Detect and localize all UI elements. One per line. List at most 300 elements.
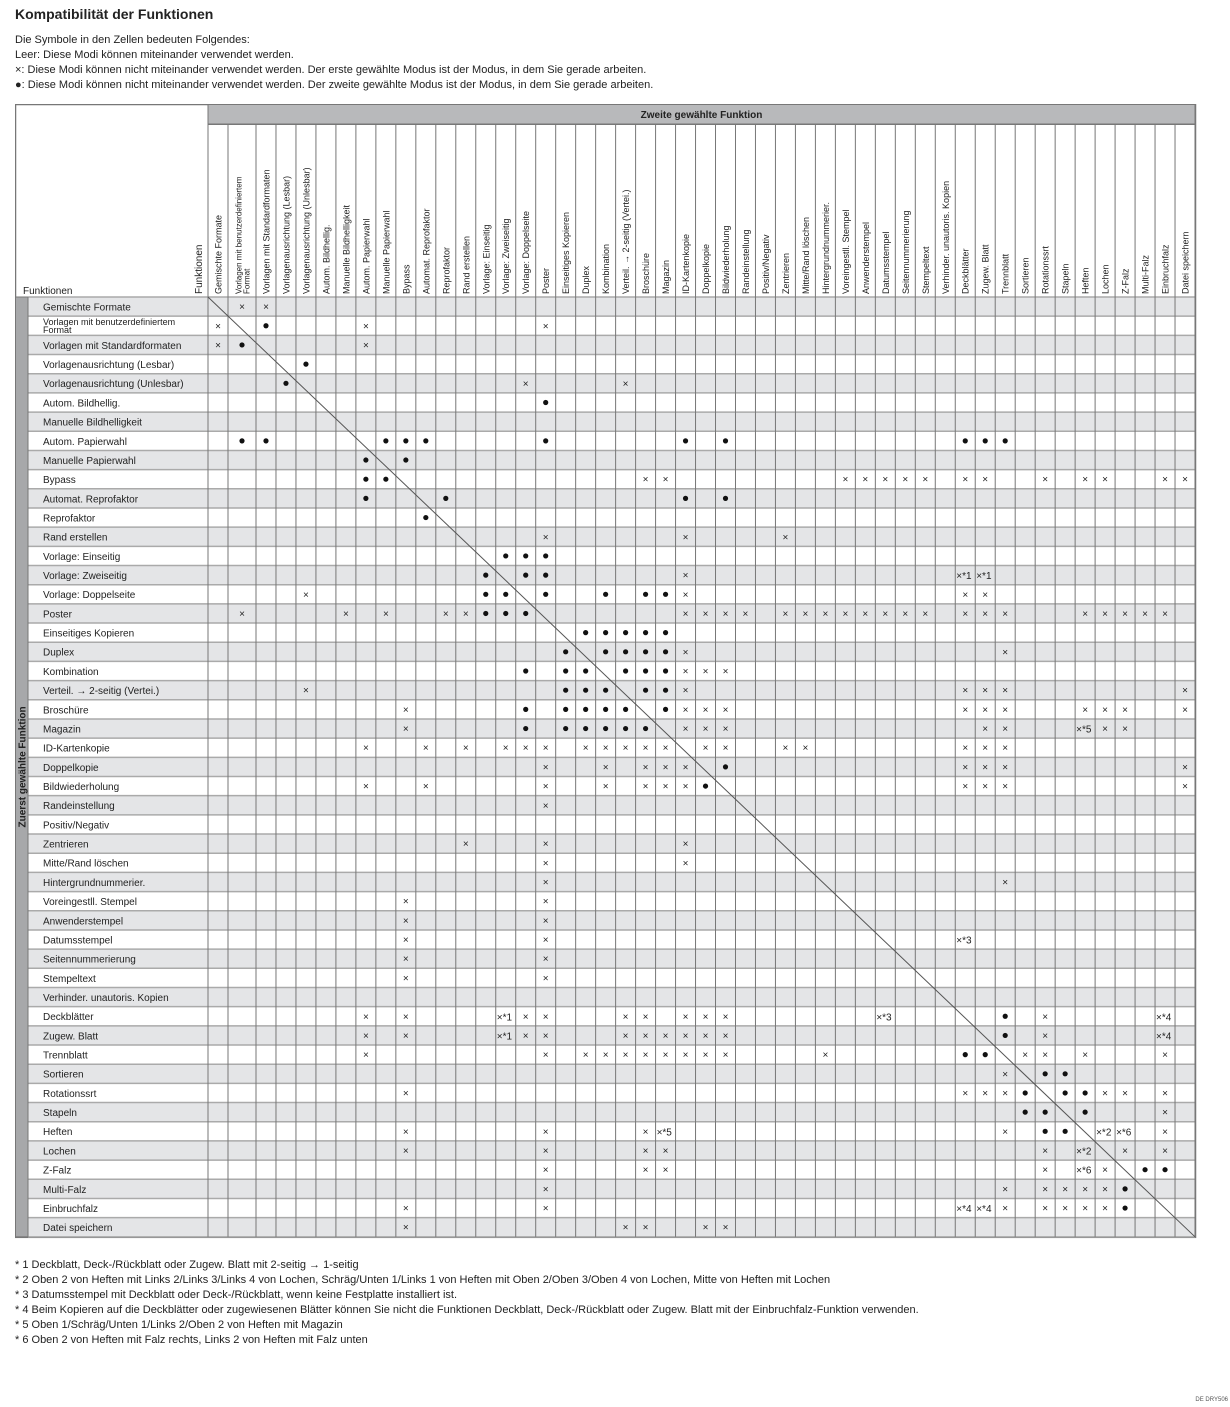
table-row [28,1103,1195,1122]
cross-mark: × [1002,1203,1009,1215]
dot-mark [623,668,628,673]
cross-mark: × [702,666,709,678]
column-header: Einbruchfalz [1160,244,1171,294]
cross-mark: × [722,1030,729,1042]
dot-mark [423,438,428,443]
cross-mark: × [702,704,709,716]
cross-footnote-mark: ×*4 [956,1204,972,1216]
dot-mark [723,438,728,443]
cross-mark: × [662,1030,669,1042]
cross-mark: × [642,1146,649,1158]
cross-mark: × [982,724,989,736]
document-code: DE DRY506 [1195,1397,1228,1403]
dot-mark [543,573,548,578]
dot-mark [663,630,668,635]
cross-mark: × [982,762,989,774]
cross-mark: × [582,1050,589,1062]
column-header: Kombination [601,243,612,294]
cross-mark: × [642,474,649,486]
cross-mark: × [682,647,689,659]
cross-mark: × [303,685,309,697]
column-header: Positiv/Negativ [760,234,771,294]
dot-mark [303,362,308,367]
row-label: Randeinstellung [43,801,115,813]
cross-mark: × [362,743,369,755]
cross-mark: × [402,935,409,947]
table-row [28,853,1195,872]
dot-mark [683,496,688,501]
column-header: Gemischte Formate [213,214,224,294]
cross-mark: × [622,743,629,755]
cross-mark: × [702,1030,709,1042]
cross-mark: × [682,608,689,620]
legend [15,33,653,93]
cross-mark: × [642,1165,649,1177]
dot-mark [963,1052,968,1057]
column-header: Bildwiederholung [721,225,731,294]
row-label: Anwenderstempel [43,916,124,928]
cross-mark: × [962,608,969,620]
dot-mark [603,726,608,731]
row-label: Hintergrundnummerier. [43,877,146,889]
cross-mark: × [542,1050,549,1062]
cross-mark: × [702,1011,709,1023]
table-row [28,949,1195,968]
cross-mark: × [542,858,549,870]
cross-mark: × [402,1030,409,1042]
cross-mark: × [402,1203,409,1215]
legend-intro: Die Symbole in den Zellen bedeuten Folgendes: [15,34,250,46]
cross-mark: × [642,1222,649,1234]
cross-mark: × [602,1050,609,1062]
cross-mark: × [1162,1088,1168,1100]
dot-mark [703,783,708,788]
row-label: Autom. Papierwahl [43,436,127,448]
cross-mark: × [982,474,989,486]
column-header: Vorlage: Doppelseite [521,210,532,294]
table-row [28,508,1195,527]
row-label: Verhinder. unautoris. Kopien [43,992,169,1004]
cross-mark: × [962,704,969,716]
cross-mark: × [542,743,549,755]
cross-mark: × [842,608,849,620]
table-row [28,642,1195,661]
cross-mark: × [1082,608,1089,620]
dot-mark [543,553,548,558]
table-row [28,316,1195,335]
cross-mark: × [1182,781,1188,793]
cross-mark: × [542,935,549,947]
dot-mark [1142,1167,1147,1172]
cross-mark: × [1042,1203,1049,1215]
cross-mark: × [962,781,969,793]
dot-mark [523,707,528,712]
cross-mark: × [702,743,709,755]
column-header: Lochen [1100,264,1111,294]
cross-mark: × [1102,704,1109,716]
cross-mark: × [402,1146,409,1158]
row-label: Gemischte Formate [43,302,131,314]
row-label: Einseitiges Kopieren [43,628,135,640]
cross-mark: × [962,474,969,486]
column-header: Hintergrundnummerier. [820,201,831,294]
table-row [28,1179,1195,1198]
cross-mark: × [682,724,689,736]
cross-mark: × [522,1011,529,1023]
cross-footnote-mark: ×*4 [976,1204,992,1216]
dot-mark [963,438,968,443]
table-row [28,393,1195,412]
row-label: Vorlagenausrichtung (Lesbar) [43,360,175,372]
cross-mark: × [1182,762,1188,774]
cross-mark: × [682,1050,689,1062]
table-row [28,431,1195,450]
cross-mark: × [1162,474,1168,486]
cross-mark: × [602,781,609,793]
cross-mark: × [542,877,549,889]
cross-mark: × [802,608,809,620]
cross-mark: × [1102,1184,1109,1196]
cross-mark: × [782,743,789,755]
dot-mark [683,438,688,443]
dot-mark [363,457,368,462]
table-row [28,892,1195,911]
cross-mark: × [1002,1184,1009,1196]
row-label: Rotationssrt [43,1088,97,1100]
cross-mark: × [542,896,549,908]
cross-mark: × [362,321,369,333]
cross-mark: × [662,781,669,793]
cross-mark: × [642,762,649,774]
cross-footnote-mark: ×*2 [1096,1127,1112,1139]
cross-mark: × [982,608,989,620]
cross-mark: × [622,1050,629,1062]
cross-mark: × [722,608,729,620]
row-label: Vorlage: Einseitig [43,551,121,563]
cross-mark: × [542,915,549,927]
cross-mark: × [922,474,929,486]
dot-mark [583,688,588,693]
cross-mark: × [622,1030,629,1042]
dot-mark [643,649,648,654]
cross-mark: × [215,321,221,333]
dot-mark [563,649,568,654]
cross-mark: × [303,589,309,601]
cross-mark: × [1002,1126,1009,1138]
dot-mark [403,457,408,462]
cross-mark: × [522,743,529,755]
cross-mark: × [502,743,509,755]
row-label: Positiv/Negativ [43,820,110,832]
column-header: Randeinstellung [740,229,751,294]
row-label: Seitennummerierung [43,954,136,966]
dot-mark [983,1052,988,1057]
cross-mark: × [442,608,449,620]
cross-mark: × [1182,704,1188,716]
cross-mark: × [1122,1088,1128,1100]
dot-mark [1083,1090,1088,1095]
table-row [28,1218,1195,1237]
table-row [28,1160,1195,1179]
dot-mark [239,438,244,443]
row-label: Autom. Bildhellig. [43,398,121,410]
cross-mark: × [982,743,989,755]
dot-mark [603,592,608,597]
dot-mark [603,630,608,635]
cross-mark: × [522,378,529,390]
cross-footnote-mark: ×*1 [496,1031,513,1043]
table-row [28,930,1195,949]
row-label: Duplex [43,647,75,659]
column-header: Seitennummerierung [900,210,911,294]
cross-mark: × [642,743,649,755]
cross-mark: × [962,685,969,697]
cross-mark: × [1162,1126,1168,1138]
row-label: Verteil. → 2-seitig (Vertei.) [43,686,160,698]
dot-mark [563,707,568,712]
cross-mark: × [882,474,889,486]
column-header: Vorlage: Zweiseitig [501,218,512,294]
dot-mark [523,611,528,616]
cross-mark: × [722,704,729,716]
dot-mark [523,573,528,578]
cross-mark: × [862,474,869,486]
row-label: Zentrieren [43,839,89,851]
cross-footnote-mark: ×*1 [496,1012,513,1024]
cross-mark: × [1042,1146,1049,1158]
cross-mark: × [682,839,689,851]
cross-mark: × [1002,877,1009,889]
cross-mark: × [1042,474,1049,486]
cross-footnote-mark: ×*1 [976,571,992,583]
cross-mark: × [842,474,849,486]
dot-mark [1003,1014,1008,1019]
column-header: Broschüre [641,252,652,294]
cross-mark: × [402,724,409,736]
table-row [28,470,1195,489]
cross-mark: × [682,1030,689,1042]
dot-mark [663,649,668,654]
row-label: Reprofaktor [43,513,96,525]
cross-mark: × [682,781,689,793]
table-row [28,911,1195,930]
legend-cross: ×: Diese Modi können nicht miteinander verwendet werden. Der erste gewählte Modus ist der Modus, in dem Sie gerade arbeiten. [15,64,647,76]
row-label: Deckblätter [43,1012,94,1024]
first-function-header: Zuerst gewählte Funktion [17,706,29,828]
cross-mark: × [902,608,909,620]
table-row [28,527,1195,546]
legend-empty: Leer: Diese Modi können miteinander verwendet werden. [15,49,294,61]
cross-mark: × [542,954,549,966]
column-header: Automat. Reprofaktor [421,208,432,294]
cross-mark: × [722,1011,729,1023]
column-header: Format [242,268,252,294]
dot-mark [543,400,548,405]
dot-mark [383,438,388,443]
column-header: Reprofaktor [441,246,452,294]
row-label: Vorlage: Zweiseitig [43,571,127,583]
cross-footnote-mark: ×*4 [1156,1012,1172,1024]
table-row [28,489,1195,508]
cross-mark: × [702,724,709,736]
dot-mark [583,707,588,712]
column-header: Vorlagenausrichtung (Unlesbar) [301,167,312,294]
cross-mark: × [542,762,549,774]
column-header: Deckblätter [960,248,971,294]
row-label: Lochen [43,1146,76,1158]
cross-mark: × [642,1030,649,1042]
row-label: Automat. Reprofaktor [43,494,139,506]
column-header: Rotationssrt [1040,245,1051,294]
cross-mark: × [263,302,269,314]
cross-mark: × [802,743,809,755]
dot-mark [983,438,988,443]
cross-mark: × [662,1165,669,1177]
cross-mark: × [542,973,549,985]
footnotes [15,1258,919,1348]
column-header: Verteil. → 2-seitig (Vertei.) [621,189,632,294]
cross-mark: × [682,685,689,697]
table-row [28,815,1195,834]
cross-mark: × [682,1011,689,1023]
dot-mark [623,726,628,731]
cross-mark: × [402,1088,409,1100]
column-header: Bypass [401,264,412,294]
cross-mark: × [542,1184,549,1196]
table-row [28,777,1195,796]
row-label: Sortieren [43,1069,84,1081]
cross-mark: × [402,896,409,908]
table-row [28,757,1195,776]
row-label: Z-Falz [43,1165,72,1177]
cross-mark: × [1002,743,1009,755]
cross-mark: × [962,589,969,601]
table-row [28,297,1195,316]
cross-mark: × [1162,1050,1168,1062]
row-label: Mitte/Rand löschen [43,858,129,870]
column-header: Stempeltext [920,246,931,294]
table-row [28,604,1195,623]
table-row [28,566,1195,585]
column-header: Anwenderstempel [860,221,871,294]
cross-mark: × [682,570,689,582]
column-header: Heften [1080,267,1091,294]
footnote-3: * 3 Datumsstempel mit Deckblatt oder Deck-/Rückblatt, wenn keine Festplatte installiert ist. [15,1289,458,1301]
row-label: Datumsstempel [43,935,113,947]
dot-mark [583,726,588,731]
cross-mark: × [1002,1088,1009,1100]
column-header: Manuelle Papierwahl [381,210,392,294]
dot-mark [1122,1205,1127,1210]
column-header: Verhinder. unautoris. Kopien [940,180,951,294]
column-header: Vorlagen mit Standardformaten [261,169,272,294]
table-row [28,585,1195,604]
row-label: Broschüre [43,705,89,717]
column-header: Autom. Bildhellig. [321,224,332,294]
cross-mark: × [902,474,909,486]
dot-mark [563,668,568,673]
cross-mark: × [662,1050,669,1062]
column-header: Magazin [661,259,672,294]
dot-mark [1003,438,1008,443]
cross-mark: × [1102,1165,1109,1177]
row-label: Poster [43,609,72,621]
cross-mark: × [622,1222,629,1234]
dot-mark [563,726,568,731]
cross-mark: × [682,532,689,544]
dot-mark [483,611,488,616]
cross-mark: × [1082,474,1089,486]
cross-mark: × [682,666,689,678]
dot-mark [1063,1071,1068,1076]
cross-mark: × [1102,474,1109,486]
cross-mark: × [1002,762,1009,774]
cross-mark: × [782,608,789,620]
cross-mark: × [1042,1011,1049,1023]
dot-mark [523,668,528,673]
cross-footnote-mark: ×*3 [876,1012,892,1024]
cross-mark: × [542,781,549,793]
cross-mark: × [1022,1050,1029,1062]
dot-mark [603,649,608,654]
column-header: ID-Kartenkopie [681,233,692,294]
second-function-header: Zweite gewählte Funktion [640,110,763,121]
cross-mark: × [1182,685,1188,697]
cross-mark: × [422,781,429,793]
cross-mark: × [1122,608,1128,620]
cross-mark: × [1002,647,1009,659]
cross-mark: × [1082,704,1089,716]
cross-footnote-mark: ×*2 [1076,1146,1092,1158]
dot-mark [603,688,608,693]
cross-mark: × [1162,1107,1168,1119]
cross-mark: × [1122,704,1128,716]
column-header: Einseitiges Kopieren [561,211,572,294]
cross-mark: × [1002,704,1009,716]
column-header: Multi-Falz [1140,254,1151,294]
cross-mark: × [962,762,969,774]
table-row [28,796,1195,815]
cross-mark: × [702,1222,709,1234]
dot-mark [503,611,508,616]
cross-mark: × [882,608,889,620]
cross-mark: × [362,1030,369,1042]
dot-mark [483,592,488,597]
row-label: Magazin [43,724,81,736]
cross-mark: × [239,608,245,620]
dot-mark [523,553,528,558]
table-row [28,1064,1195,1083]
cross-mark: × [982,589,989,601]
cross-footnote-mark: ×*5 [1076,724,1092,736]
dot-mark [423,515,428,520]
cross-mark: × [982,781,989,793]
corner-label: Funktionen [23,286,73,297]
cross-mark: × [1102,1088,1109,1100]
cross-mark: × [215,340,221,352]
cross-mark: × [742,608,749,620]
column-header: Rand erstellen [461,235,472,294]
cross-mark: × [402,704,409,716]
column-header: Duplex [581,265,592,294]
cross-mark: × [1002,781,1009,793]
cross-mark: × [602,762,609,774]
page-title: Kompatibilität der Funktionen [15,6,214,22]
row-label: Rand erstellen [43,532,108,544]
dot-mark [583,668,588,673]
column-header: Datumsstempel [880,231,891,294]
column-header: Autom. Papierwahl [361,218,372,294]
